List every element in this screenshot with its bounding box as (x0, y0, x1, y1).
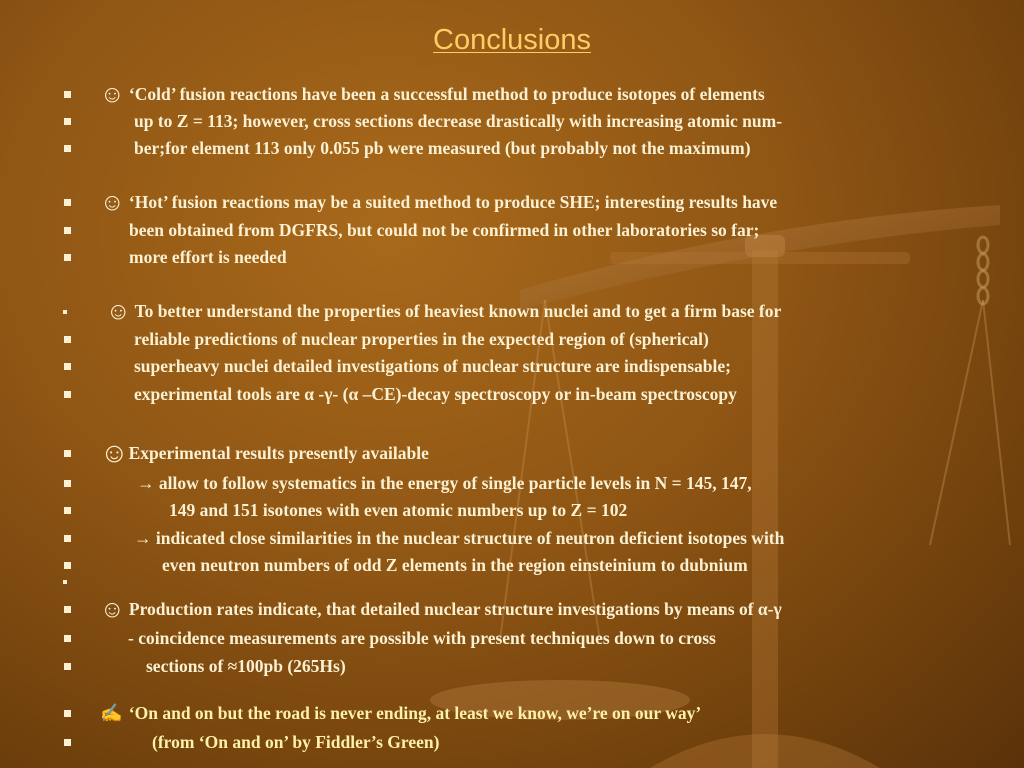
line-text: up to Z = 113; however, cross sections decrease drastically with increasing atomic num- (134, 111, 783, 131)
list-item (0, 731, 1024, 757)
line-text: → indicated close similarities in the nuclear structure of neutron deficient isotopes with (134, 528, 785, 548)
line-text: sections of ≈100pb (265Hs) (146, 656, 346, 676)
list-item (0, 527, 1024, 553)
line-text: reliable predictions of nuclear properties in the expected region of (spherical) (134, 329, 709, 349)
line-text: Production rates indicate, that detailed nuclear structure investigations by means of α-γ (128, 599, 782, 619)
bullet-icon (64, 254, 71, 261)
line-text: ber;for element 113 only 0.055 pb were measured (but probably not the maximum) (134, 138, 751, 158)
line-text: superheavy nuclei detailed investigations of nuclear structure are indispensable; (134, 356, 731, 376)
bullet-icon (63, 580, 67, 584)
smiley-icon: ☺ (106, 299, 131, 325)
bullet-icon (64, 391, 71, 398)
quote-source: (from ‘On and on’ by Fiddler’s Green) (152, 732, 440, 752)
bullet-icon (64, 145, 71, 152)
list-item (0, 355, 1024, 381)
smiley-icon: ☺ (100, 438, 129, 469)
bullet-icon (64, 227, 71, 234)
list-item (0, 702, 1024, 728)
pencil-icon: ✍ (100, 703, 123, 723)
list-item (0, 438, 1024, 469)
line-text: more effort is needed (129, 247, 287, 267)
line-text: ‘Cold’ fusion reactions have been a successful method to produce isotopes of elements (128, 84, 765, 104)
bullet-icon (64, 450, 71, 457)
bullet-icon (64, 118, 71, 125)
bullet-icon (64, 606, 71, 613)
bullet-icon (64, 562, 71, 569)
line-text: Experimental results presently available (128, 443, 429, 463)
bullet-icon (64, 336, 71, 343)
quote-text: ‘On and on but the road is never ending, at least we know, we’re on our way’ (128, 703, 702, 723)
list-item (0, 472, 1024, 498)
bullet-icon (64, 710, 71, 717)
list-item (0, 499, 1024, 525)
bullet-icon (64, 739, 71, 746)
list-item (0, 83, 1024, 109)
list-item (0, 627, 1024, 653)
page-title: Conclusions (433, 24, 591, 56)
list-item (0, 383, 1024, 409)
line-text: → allow to follow systematics in the energy of single particle levels in N = 145, 147, (137, 473, 752, 493)
bullet-icon (64, 635, 71, 642)
smiley-icon: ☺ (100, 82, 125, 108)
bullet-icon (64, 91, 71, 98)
line-text: even neutron numbers of odd Z elements in the region einsteinium to dubnium (162, 555, 748, 575)
list-item (0, 328, 1024, 354)
list-item (0, 219, 1024, 245)
bullet-icon (64, 363, 71, 370)
list-item (0, 137, 1024, 163)
line-text: - coincidence measurements are possible with present techniques down to cross (128, 628, 716, 648)
smiley-icon: ☺ (100, 190, 125, 216)
bullet-icon (64, 199, 71, 206)
list-item (0, 246, 1024, 272)
bullet-icon (64, 480, 71, 487)
line-text: 149 and 151 isotones with even atomic numbers up to Z = 102 (169, 500, 628, 520)
list-item (0, 554, 1024, 580)
list-item (0, 110, 1024, 136)
list-item (0, 655, 1024, 681)
line-text: To better understand the properties of heaviest known nuclei and to get a firm base for (134, 301, 782, 321)
bullet-icon (63, 310, 67, 314)
list-item (0, 191, 1024, 217)
line-text: ‘Hot’ fusion reactions may be a suited method to produce SHE; interesting results have (128, 192, 778, 212)
list-item (0, 598, 1024, 624)
bullet-icon (64, 535, 71, 542)
line-text: experimental tools are α -γ- (α –CE)-decay spectroscopy or in-beam spectroscopy (134, 384, 737, 404)
line-text: been obtained from DGFRS, but could not be confirmed in other laboratories so far; (129, 220, 760, 240)
bullet-icon (64, 507, 71, 514)
bullet-icon (64, 663, 71, 670)
list-item (0, 300, 1024, 326)
smiley-icon: ☺ (100, 597, 125, 623)
